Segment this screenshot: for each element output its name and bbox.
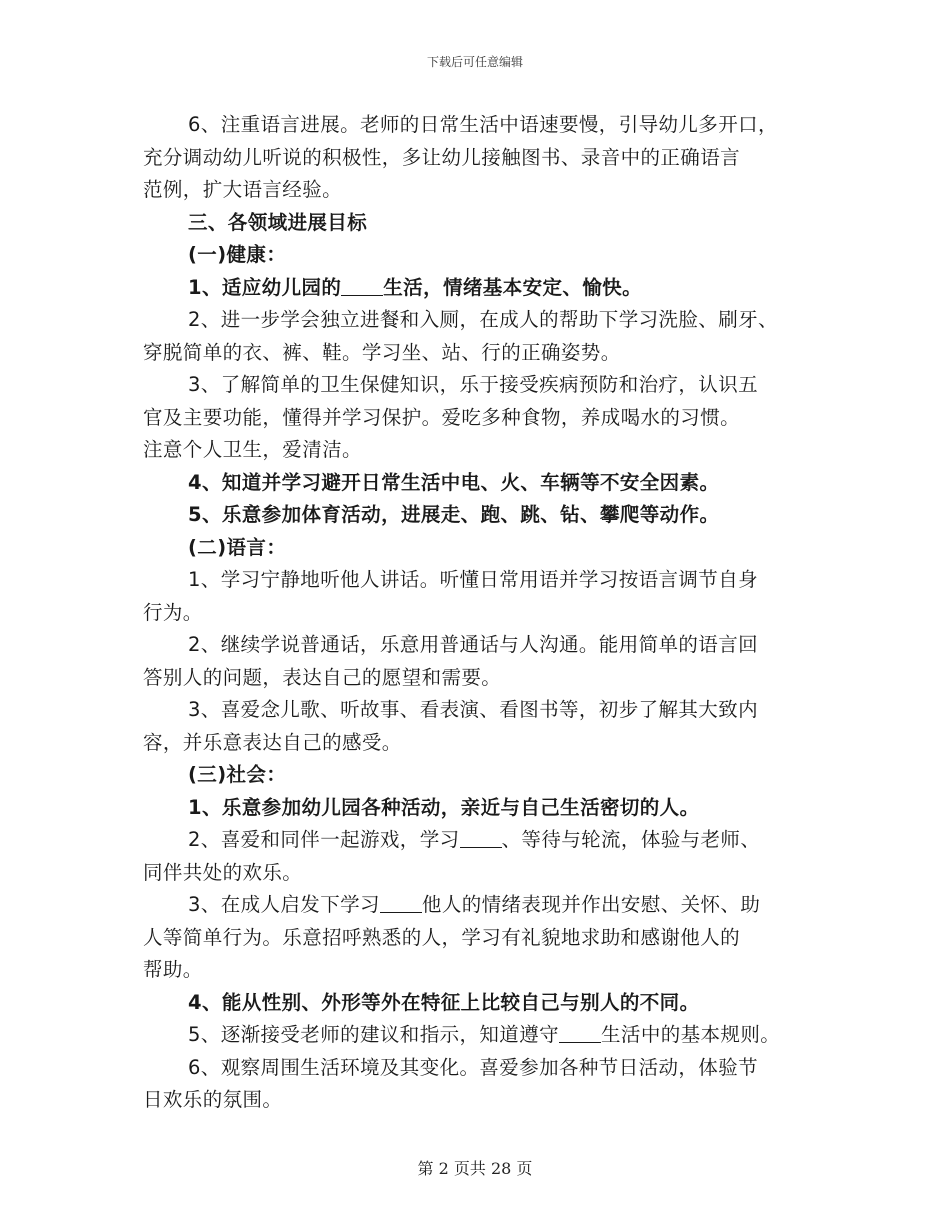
line-text: 1、适应幼儿园的	[188, 275, 342, 299]
line-text: 2、喜爱和同伴一起游戏，学习	[188, 828, 460, 851]
fill-blank	[460, 829, 502, 848]
paragraph-line: 帮助。	[143, 958, 203, 981]
page-number: 第 2 页共 28 页	[417, 1159, 533, 1178]
paragraph-line: 4、知道并学习避开日常生活中电、火、车辆等不安全因素。	[188, 470, 720, 494]
paragraph-line	[143, 824, 823, 857]
fill-blank	[380, 894, 422, 913]
header-note: 下载后可任意编辑	[426, 55, 523, 69]
line-text: 5、逐渐接受老师的建议和指示，知道遵守	[188, 1023, 560, 1046]
line-text: 生活，情绪基本安定、愉快。	[383, 275, 642, 299]
paragraph-line	[143, 1019, 823, 1052]
paragraph-line: 人等简单行为。乐意招呼熟悉的人，学习有礼貌地求助和感谢他人的	[143, 925, 741, 949]
subsection-heading-language: (二)语言：	[188, 535, 287, 559]
document-body	[143, 109, 823, 1117]
line-text: 、等待与轮流，体验与老师、	[501, 828, 761, 851]
paragraph-line: 同伴共处的欢乐。	[143, 860, 303, 884]
subsection-heading-society: (三)社会：	[188, 763, 287, 786]
paragraph-line: 4、能从性别、外形等外在特征上比较自己与别人的不同。	[188, 990, 700, 1014]
paragraph-line: 范例，扩大语言经验。	[143, 178, 343, 201]
paragraph-line: 穿脱简单的衣、裤、鞋。学习坐、站、行的正确姿势。	[143, 340, 621, 364]
line-text: 3、在成人启发下学习	[188, 893, 380, 916]
subsection-heading-health: (一)健康：	[188, 243, 287, 266]
fill-blank	[341, 277, 383, 296]
line-text: 生活中的基本规则。	[601, 1023, 781, 1046]
paragraph-line: 容，并乐意表达自己的感受。	[143, 730, 402, 754]
fill-blank	[559, 1024, 601, 1043]
paragraph-line: 答别人的问题，表达自己的愿望和需要。	[143, 665, 502, 689]
paragraph-line: 1、乐意参加幼儿园各种活动，亲近与自己生活密切的人。	[188, 795, 700, 819]
paragraph-line	[143, 272, 823, 305]
paragraph-line	[143, 889, 823, 922]
paragraph-line: 注意个人卫生，爱清洁。	[143, 438, 362, 461]
paragraph-line: 6、注重语言进展。老师的日常生活中语速要慢，引导幼儿多开口，	[188, 113, 778, 136]
paragraph-line: 2、继续学说普通话，乐意用普通话与人沟通。能用简单的语言回	[188, 633, 759, 656]
paragraph-line: 6、观察周围生活环境及其变化。喜爱参加各种节日活动，体验节	[188, 1055, 759, 1079]
paragraph-line: 3、喜爱念儿歌、听故事、看表演、看图书等，初步了解其大致内	[188, 698, 759, 721]
paragraph-line: 日欢乐的氛围。	[143, 1088, 283, 1111]
paragraph-line: 3、了解简单的卫生保健知识，乐于接受疾病预防和治疗，认识五	[188, 373, 759, 396]
paragraph-line: 充分调动幼儿听说的积极性，多让幼儿接触图书、录音中的正确语言	[143, 145, 741, 169]
paragraph-line: 官及主要功能，懂得并学习保护。爱吃多种食物，养成喝水的习惯。	[143, 405, 741, 429]
line-text: 他人的情绪表现并作出安慰、关怀、助	[421, 893, 761, 916]
paragraph-line: 行为。	[143, 600, 203, 624]
section-heading: 三、各领域进展目标	[188, 210, 368, 234]
paragraph-line: 5、乐意参加体育活动，进展走、跑、跳、钻、攀爬等动作。	[188, 503, 720, 526]
paragraph-line: 2、进一步学会独立进餐和入厕，在成人的帮助下学习洗脸、刷牙、	[188, 308, 778, 331]
paragraph-line: 1、学习宁静地听他人讲话。听懂日常用语并学习按语言调节自身	[188, 568, 759, 591]
